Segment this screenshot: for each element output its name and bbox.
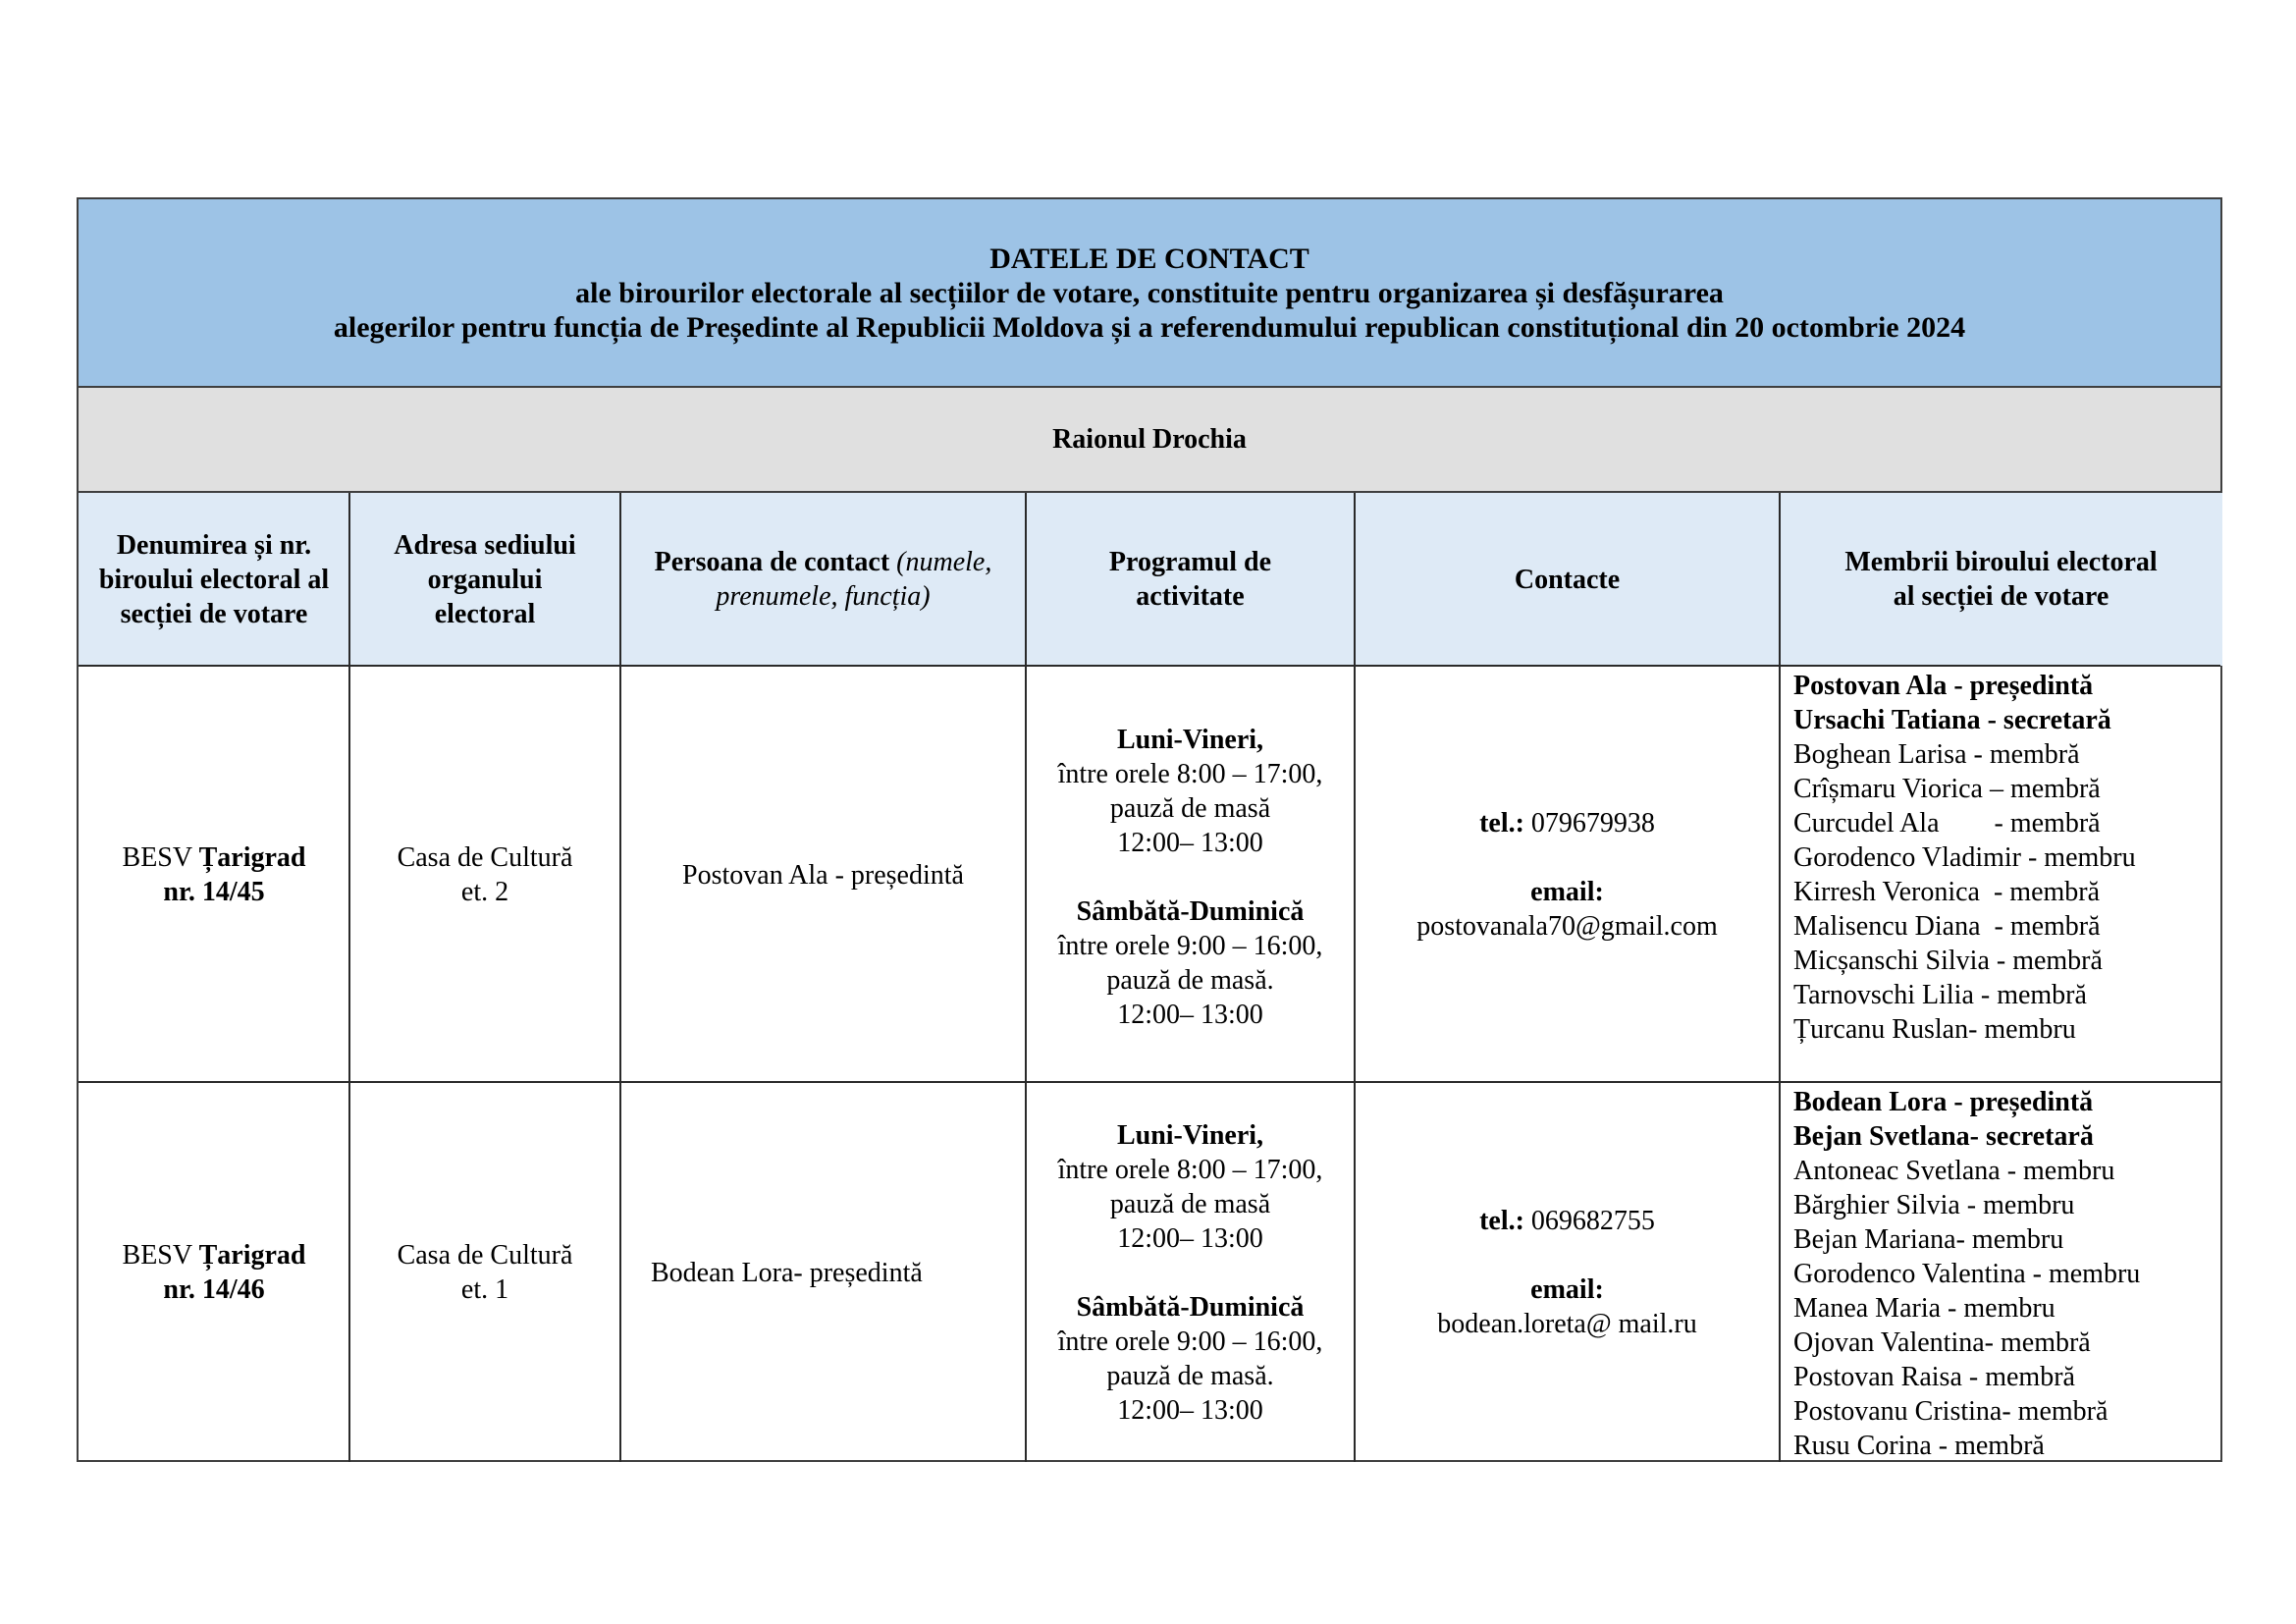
header-members-line: Membrii biroului electoral xyxy=(1844,547,2158,577)
email-link[interactable]: bodean.loreta@ mail.ru xyxy=(1437,1309,1697,1339)
schedule-line: pauză de masă xyxy=(1109,1188,1271,1219)
station-name xyxy=(123,840,306,875)
table-row-2-members xyxy=(1780,1083,2222,1462)
header-contacts xyxy=(1355,493,1780,666)
table-row-1-contacts xyxy=(1355,667,1780,1083)
column-divider xyxy=(619,493,621,1462)
email-link[interactable]: postovanala70@gmail.com xyxy=(1416,911,1718,942)
member: Gorodenco Valentina - membru xyxy=(1793,1259,2141,1289)
member: Curcudel Ala - membră xyxy=(1793,808,2101,839)
title-band xyxy=(79,199,2220,388)
member: Boghean Larisa - membră xyxy=(1793,739,2080,770)
schedule-line: 12:00– 13:00 xyxy=(1117,1222,1263,1254)
table-row-1-contact-person xyxy=(620,667,1026,1083)
column-divider xyxy=(1779,493,1781,1462)
member: Malisencu Diana - membră xyxy=(1793,911,2101,942)
contact-table xyxy=(77,197,2222,1462)
station-prefix: BESV xyxy=(122,842,199,873)
member: Antoneac Svetlana - membru xyxy=(1793,1156,2115,1186)
member: Gorodenco Vladimir - membru xyxy=(1793,842,2136,873)
table-row-1-schedule xyxy=(1026,667,1355,1083)
station-locality: Țarigrad xyxy=(198,1240,306,1271)
member-leader: Postovan Ala - președintă xyxy=(1793,671,2094,701)
member: Tarnovschi Lilia - membră xyxy=(1793,980,2087,1010)
row-divider xyxy=(79,1081,2220,1083)
title-line-3: alegerilor pentru funcția de Președinte al Republicii Moldova și a referendumului republican constituțional din 20 octombrie 2024 xyxy=(333,310,1966,344)
contact-person: Bodean Lora- președintă xyxy=(651,1257,923,1288)
member: Rusu Corina - membră xyxy=(1793,1431,2045,1461)
schedule-line: între orele 9:00 – 16:00, xyxy=(1057,930,1323,961)
column-divider xyxy=(348,493,350,1462)
schedule-line: pauză de masă. xyxy=(1106,964,1274,996)
header-contact-person xyxy=(620,493,1026,666)
header-schedule-line: Programul de xyxy=(1108,547,1272,577)
contact-person: Postovan Ala - președintă xyxy=(682,859,964,891)
phone-number: 069682755 xyxy=(1523,1206,1655,1236)
header-contact-person-italic: (numele, xyxy=(896,547,992,577)
phone xyxy=(1479,806,1655,840)
header-address-line: organului xyxy=(427,564,543,595)
header-divider xyxy=(79,665,2220,667)
title-line-2: ale birourilor electorale al secțiilor de votare, constituite pentru organizarea și desfășurarea xyxy=(575,276,1724,309)
member: Bărghier Silvia - membru xyxy=(1793,1190,2075,1220)
member-leader: Bejan Svetlana- secretară xyxy=(1793,1121,2094,1152)
member: Micșanschi Silvia - membră xyxy=(1793,946,2103,976)
header-address-line: Adresa sediului xyxy=(394,529,576,561)
weekday-label: Luni-Vineri, xyxy=(1116,1119,1264,1151)
station-prefix: BESV xyxy=(122,1240,199,1271)
header-name-line: Denumirea și nr. xyxy=(116,529,312,561)
member: Bejan Mariana- membru xyxy=(1793,1224,2064,1255)
address-line: et. 1 xyxy=(460,1274,509,1305)
address-line: et. 2 xyxy=(460,877,509,907)
email-label: email: xyxy=(1530,877,1604,907)
header-schedule-line: activitate xyxy=(1136,581,1245,612)
member: Postovan Raisa - membră xyxy=(1793,1362,2075,1392)
schedule-line: 12:00– 13:00 xyxy=(1117,1394,1263,1426)
schedule-line: pauză de masă xyxy=(1109,792,1271,824)
phone-label: tel.: xyxy=(1479,1206,1524,1236)
member-leader: Ursachi Tatiana - secretară xyxy=(1793,705,2111,735)
header-contact-person-line xyxy=(655,545,992,579)
table-row-1-members xyxy=(1780,667,2222,1083)
table-row-2-contact-person xyxy=(620,1083,1026,1462)
station-number: nr. 14/46 xyxy=(163,1274,265,1305)
schedule-line: 12:00– 13:00 xyxy=(1117,827,1263,858)
station-locality: Țarigrad xyxy=(198,842,306,873)
title-line-1: DATELE DE CONTACT xyxy=(989,242,1309,275)
region-band xyxy=(79,388,2220,493)
schedule-line: pauză de masă. xyxy=(1106,1360,1274,1391)
schedule-line: între orele 8:00 – 17:00, xyxy=(1057,1154,1323,1185)
member: Țurcanu Ruslan- membru xyxy=(1793,1014,2076,1045)
header-address xyxy=(349,493,620,666)
weekend-label: Sâmbătă-Duminică xyxy=(1076,1291,1305,1323)
weekday-label: Luni-Vineri, xyxy=(1116,724,1264,755)
address-line: Casa de Cultură xyxy=(397,842,573,873)
phone-number: 079679938 xyxy=(1523,808,1655,839)
column-divider xyxy=(1354,493,1356,1462)
station-name xyxy=(123,1238,306,1272)
header-address-line: electoral xyxy=(434,598,536,629)
table-row-2-address xyxy=(349,1083,620,1462)
table-row-1-address xyxy=(349,667,620,1083)
table-row-2-name xyxy=(79,1083,349,1462)
table-row-2-contacts xyxy=(1355,1083,1780,1462)
member-leader: Bodean Lora - președintă xyxy=(1793,1087,2094,1117)
header-name xyxy=(79,493,349,666)
header-schedule xyxy=(1026,493,1355,666)
header-contact-person-italic: prenumele, funcția) xyxy=(716,581,931,612)
header-contact-person-bold: Persoana de contact xyxy=(654,547,897,577)
header-name-line: secției de votare xyxy=(120,598,308,629)
member: Postovanu Cristina- membră xyxy=(1793,1396,2109,1427)
header-members-line: al secției de votare xyxy=(1893,581,2109,612)
table-row-1-name xyxy=(79,667,349,1083)
schedule-line: 12:00– 13:00 xyxy=(1117,999,1263,1030)
email-label: email: xyxy=(1530,1274,1604,1305)
schedule-line: între orele 9:00 – 16:00, xyxy=(1057,1326,1323,1357)
member: Crîșmaru Viorica – membră xyxy=(1793,774,2101,804)
header-contacts-label: Contacte xyxy=(1514,564,1621,595)
region-name: Raionul Drochia xyxy=(1052,423,1247,455)
header-name-line: biroului electoral al xyxy=(98,564,330,595)
phone xyxy=(1479,1204,1655,1238)
column-divider xyxy=(1025,493,1027,1462)
member: Ojovan Valentina- membră xyxy=(1793,1327,2091,1358)
schedule-line: între orele 8:00 – 17:00, xyxy=(1057,758,1323,789)
phone-label: tel.: xyxy=(1479,808,1524,839)
table-row-2-schedule xyxy=(1026,1083,1355,1462)
header-members xyxy=(1780,493,2222,666)
member: Manea Maria - membru xyxy=(1793,1293,2056,1324)
member: Kirresh Veronica - membră xyxy=(1793,877,2101,907)
address-line: Casa de Cultură xyxy=(397,1240,573,1271)
station-number: nr. 14/45 xyxy=(163,877,265,907)
weekend-label: Sâmbătă-Duminică xyxy=(1076,895,1305,927)
